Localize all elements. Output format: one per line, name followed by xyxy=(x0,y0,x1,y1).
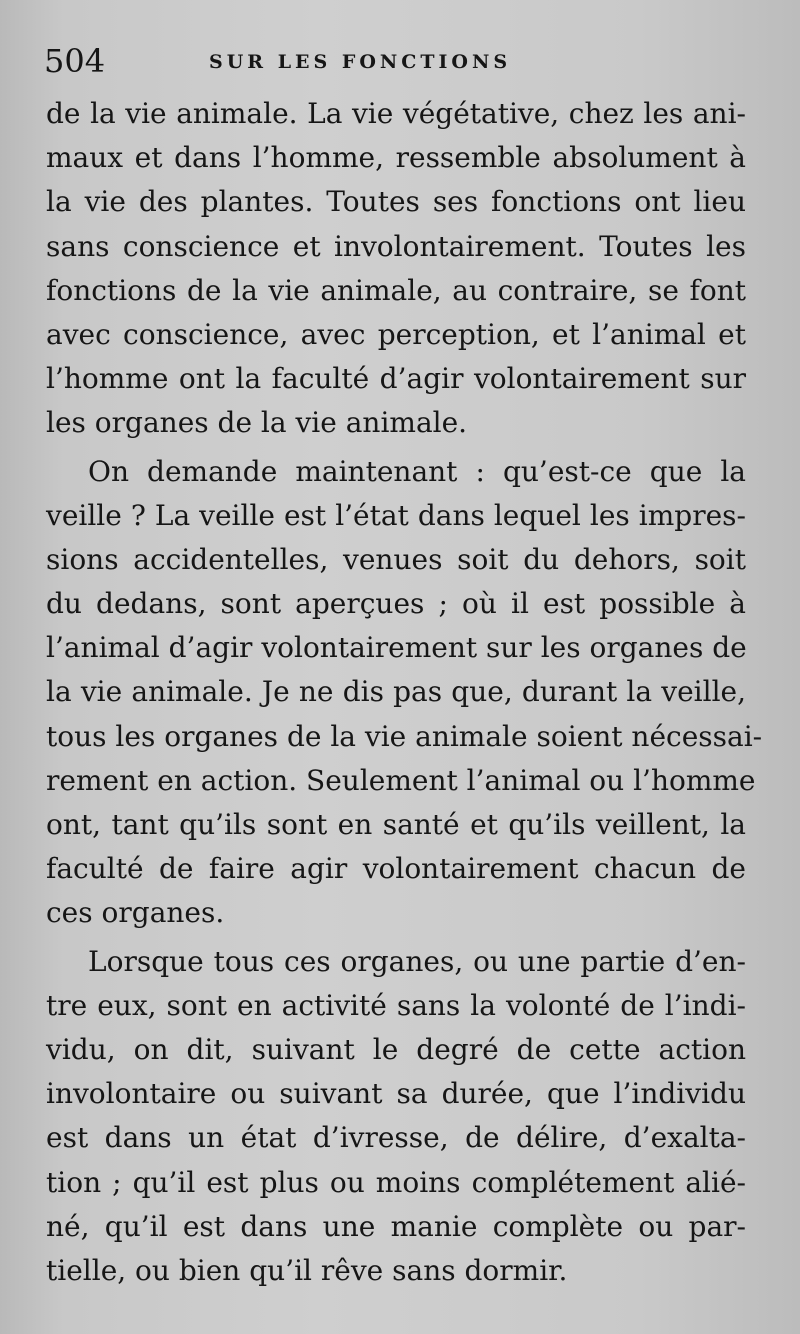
paragraph xyxy=(46,450,763,936)
text-line: du dedans, sont aperçues ; où il est possible à xyxy=(46,587,746,621)
text-line: tous les organes de la vie animale soient nécessai- xyxy=(46,719,763,753)
text-line: ont, tant qu’ils sont en santé et qu’ils veillent, la xyxy=(46,808,746,841)
page-number: 504 xyxy=(44,42,106,80)
paragraph xyxy=(46,940,746,1294)
text-line: vidu, on dit, suivant le degré de cette action xyxy=(46,1032,746,1066)
text-line: sions accidentelles, venues soit du dehors, soit xyxy=(46,542,746,576)
text-line: les organes de la vie animale. xyxy=(46,406,468,440)
text-line: la vie des plantes. Toutes ses fonctions ont lieu xyxy=(46,185,746,219)
text-line: né, qu’il est dans une manie complète ou par- xyxy=(46,1209,746,1243)
text-line: veille ? La veille est l’état dans lequel les impres- xyxy=(46,498,746,532)
text-line: faculté de faire agir volontairement chacun de xyxy=(46,852,746,886)
text-line: Lorsque tous ces organes, ou une partie d’en- xyxy=(88,944,746,978)
text-line: la vie animale. Je ne dis pas que, durant la veille, xyxy=(46,675,746,709)
text-line: avec conscience, avec perception, et l’animal et xyxy=(46,317,746,351)
text-line: involontaire ou suivant sa durée, que l’individu xyxy=(46,1077,746,1111)
text-line: de la vie animale. La vie végétative, chez les ani- xyxy=(46,97,746,130)
paragraph xyxy=(46,92,746,446)
text-line: On demande maintenant : qu’est-ce que la xyxy=(88,454,746,488)
text-line: tion ; qu’il est plus ou moins complétement alié- xyxy=(46,1165,746,1199)
text-line: est dans un état d’ivresse, de délire, d’exalta- xyxy=(46,1121,746,1155)
page-header xyxy=(44,36,754,88)
text-line: ces organes. xyxy=(46,896,225,930)
body-text xyxy=(46,92,763,1297)
text-line: tre eux, sont en activité sans la volonté de l’indi- xyxy=(46,988,746,1022)
running-head: SUR LES FONCTIONS xyxy=(209,51,512,73)
text-line: fonctions de la vie animale, au contraire, se font xyxy=(46,273,746,307)
text-line: maux et dans l’homme, ressemble absolument à xyxy=(46,141,746,175)
text-line: sans conscience et involontairement. Toutes les xyxy=(46,229,746,263)
text-line: l’animal d’agir volontairement sur les organes de xyxy=(46,631,747,665)
text-line: l’homme ont la faculté d’agir volontairement sur xyxy=(46,362,746,396)
text-line: tielle, ou bien qu’il rêve sans dormir. xyxy=(46,1253,568,1287)
text-line: rement en action. Seulement l’animal ou l’homme xyxy=(46,763,756,797)
